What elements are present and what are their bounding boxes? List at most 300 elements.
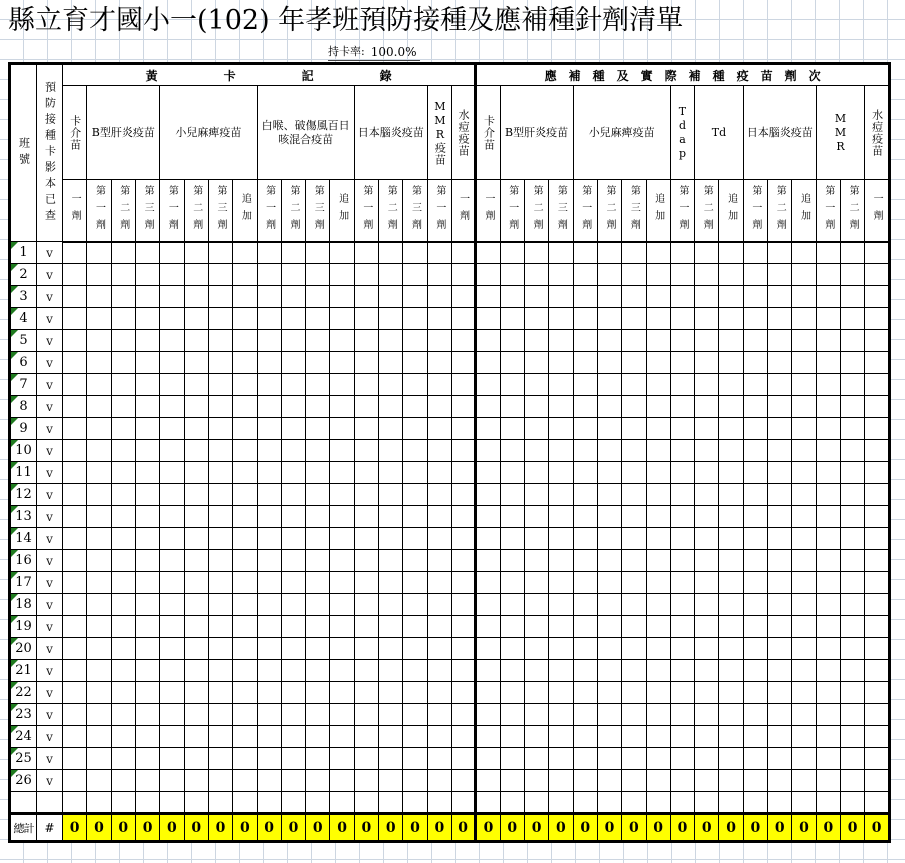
data-cell[interactable] (768, 308, 792, 330)
dose-header[interactable]: 第二劑 (695, 180, 719, 242)
data-cell[interactable] (257, 616, 281, 638)
data-cell[interactable] (841, 462, 865, 484)
data-cell[interactable] (281, 418, 305, 440)
data-cell[interactable] (573, 748, 597, 770)
data-cell[interactable] (403, 440, 427, 462)
data-cell[interactable] (719, 374, 743, 396)
card-checked-cell[interactable]: v (37, 572, 63, 594)
data-cell[interactable] (87, 264, 111, 286)
data-cell[interactable] (549, 660, 573, 682)
data-cell[interactable] (792, 396, 816, 418)
data-cell[interactable] (597, 484, 621, 506)
data-cell[interactable] (403, 594, 427, 616)
data-cell[interactable] (816, 704, 840, 726)
data-cell[interactable] (743, 264, 767, 286)
dose-header[interactable]: 第二劑 (111, 180, 135, 242)
vaccine-header[interactable]: MMR (816, 86, 865, 180)
data-cell[interactable] (646, 572, 670, 594)
data-cell[interactable] (257, 792, 281, 814)
row-number-cell[interactable]: 16 (10, 550, 37, 572)
data-cell[interactable] (573, 528, 597, 550)
data-cell[interactable] (792, 440, 816, 462)
data-cell[interactable] (646, 264, 670, 286)
data-cell[interactable] (233, 748, 257, 770)
data-cell[interactable] (646, 682, 670, 704)
data-cell[interactable] (87, 374, 111, 396)
card-checked-cell[interactable]: v (37, 660, 63, 682)
data-cell[interactable] (524, 748, 548, 770)
vaccine-header[interactable]: 小兒麻痺疫苗 (573, 86, 670, 180)
data-cell[interactable] (695, 418, 719, 440)
data-cell[interactable] (306, 396, 330, 418)
data-cell[interactable] (135, 396, 159, 418)
data-cell[interactable] (816, 484, 840, 506)
data-cell[interactable] (719, 528, 743, 550)
data-cell[interactable] (111, 704, 135, 726)
data-cell[interactable] (719, 550, 743, 572)
data-cell[interactable] (233, 616, 257, 638)
data-cell[interactable] (87, 352, 111, 374)
total-value-cell[interactable]: 0 (573, 814, 597, 842)
data-cell[interactable] (524, 528, 548, 550)
data-cell[interactable] (379, 616, 403, 638)
total-value-cell[interactable]: 0 (87, 814, 111, 842)
data-cell[interactable] (865, 682, 890, 704)
total-value-cell[interactable]: 0 (427, 814, 451, 842)
data-cell[interactable] (841, 770, 865, 792)
data-cell[interactable] (549, 682, 573, 704)
dose-header[interactable]: 第一劑 (427, 180, 451, 242)
dose-header[interactable]: 一劑 (476, 180, 500, 242)
data-cell[interactable] (743, 286, 767, 308)
data-cell[interactable] (816, 462, 840, 484)
data-cell[interactable] (549, 792, 573, 814)
data-cell[interactable] (233, 308, 257, 330)
data-cell[interactable] (160, 462, 184, 484)
data-cell[interactable] (111, 682, 135, 704)
data-cell[interactable] (549, 748, 573, 770)
data-cell[interactable] (743, 396, 767, 418)
data-cell[interactable] (865, 330, 890, 352)
data-cell[interactable] (816, 264, 840, 286)
data-cell[interactable] (63, 352, 87, 374)
data-cell[interactable] (573, 440, 597, 462)
data-cell[interactable] (306, 550, 330, 572)
data-cell[interactable] (719, 242, 743, 264)
data-cell[interactable] (816, 374, 840, 396)
data-cell[interactable] (865, 374, 890, 396)
data-cell[interactable] (597, 506, 621, 528)
total-value-cell[interactable]: 0 (184, 814, 208, 842)
card-checked-cell[interactable]: v (37, 506, 63, 528)
data-cell[interactable] (281, 682, 305, 704)
data-cell[interactable] (719, 308, 743, 330)
total-value-cell[interactable]: 0 (233, 814, 257, 842)
data-cell[interactable] (597, 242, 621, 264)
data-cell[interactable] (160, 374, 184, 396)
data-cell[interactable] (403, 660, 427, 682)
data-cell[interactable] (476, 308, 500, 330)
dose-header[interactable]: 第三劑 (403, 180, 427, 242)
data-cell[interactable] (476, 748, 500, 770)
data-cell[interactable] (184, 374, 208, 396)
data-cell[interactable] (257, 242, 281, 264)
card-checked-cell[interactable]: v (37, 594, 63, 616)
data-cell[interactable] (87, 440, 111, 462)
data-cell[interactable] (622, 682, 646, 704)
data-cell[interactable] (622, 528, 646, 550)
data-cell[interactable] (281, 506, 305, 528)
data-cell[interactable] (257, 484, 281, 506)
data-cell[interactable] (257, 374, 281, 396)
data-cell[interactable] (524, 242, 548, 264)
class-number-header[interactable]: 班號 (10, 64, 37, 242)
data-cell[interactable] (63, 770, 87, 792)
data-cell[interactable] (306, 286, 330, 308)
data-cell[interactable] (281, 572, 305, 594)
data-cell[interactable] (768, 660, 792, 682)
data-cell[interactable] (281, 726, 305, 748)
data-cell[interactable] (792, 704, 816, 726)
data-cell[interactable] (597, 792, 621, 814)
data-cell[interactable] (87, 528, 111, 550)
data-cell[interactable] (330, 660, 354, 682)
total-value-cell[interactable]: 0 (379, 814, 403, 842)
data-cell[interactable] (257, 506, 281, 528)
data-cell[interactable] (111, 462, 135, 484)
data-cell[interactable] (743, 352, 767, 374)
data-cell[interactable] (330, 396, 354, 418)
data-cell[interactable] (160, 770, 184, 792)
data-cell[interactable] (184, 506, 208, 528)
row-number-cell[interactable]: 13 (10, 506, 37, 528)
data-cell[interactable] (670, 374, 694, 396)
data-cell[interactable] (622, 374, 646, 396)
data-cell[interactable] (184, 330, 208, 352)
data-cell[interactable] (160, 264, 184, 286)
data-cell[interactable] (646, 330, 670, 352)
data-cell[interactable] (306, 484, 330, 506)
data-cell[interactable] (257, 528, 281, 550)
data-cell[interactable] (597, 682, 621, 704)
data-cell[interactable] (281, 638, 305, 660)
data-cell[interactable] (573, 484, 597, 506)
data-cell[interactable] (63, 748, 87, 770)
data-cell[interactable] (354, 660, 378, 682)
data-cell[interactable] (865, 748, 890, 770)
data-cell[interactable] (427, 550, 451, 572)
dose-header[interactable]: 第二劑 (768, 180, 792, 242)
data-cell[interactable] (354, 484, 378, 506)
data-cell[interactable] (160, 594, 184, 616)
data-cell[interactable] (500, 484, 524, 506)
data-cell[interactable] (476, 792, 500, 814)
data-cell[interactable] (476, 396, 500, 418)
data-cell[interactable] (281, 704, 305, 726)
data-cell[interactable] (597, 374, 621, 396)
data-cell[interactable] (63, 638, 87, 660)
data-cell[interactable] (135, 264, 159, 286)
data-cell[interactable] (695, 660, 719, 682)
data-cell[interactable] (427, 770, 451, 792)
data-cell[interactable] (549, 704, 573, 726)
data-cell[interactable] (476, 286, 500, 308)
data-cell[interactable] (670, 286, 694, 308)
data-cell[interactable] (841, 418, 865, 440)
data-cell[interactable] (208, 242, 232, 264)
data-cell[interactable] (500, 286, 524, 308)
data-cell[interactable] (135, 352, 159, 374)
data-cell[interactable] (476, 572, 500, 594)
data-cell[interactable] (427, 462, 451, 484)
data-cell[interactable] (695, 242, 719, 264)
data-cell[interactable] (646, 396, 670, 418)
data-cell[interactable] (135, 638, 159, 660)
data-cell[interactable] (670, 660, 694, 682)
data-cell[interactable] (452, 506, 476, 528)
row-number-cell[interactable]: 12 (10, 484, 37, 506)
data-cell[interactable] (354, 726, 378, 748)
data-cell[interactable] (257, 396, 281, 418)
data-cell[interactable] (476, 726, 500, 748)
card-checked-cell[interactable]: v (37, 528, 63, 550)
data-cell[interactable] (646, 286, 670, 308)
data-cell[interactable] (622, 770, 646, 792)
data-cell[interactable] (379, 352, 403, 374)
data-cell[interactable] (135, 770, 159, 792)
data-cell[interactable] (670, 528, 694, 550)
data-cell[interactable] (670, 726, 694, 748)
data-cell[interactable] (865, 264, 890, 286)
data-cell[interactable] (427, 264, 451, 286)
data-cell[interactable] (476, 352, 500, 374)
data-cell[interactable] (135, 418, 159, 440)
data-cell[interactable] (452, 528, 476, 550)
total-value-cell[interactable]: 0 (111, 814, 135, 842)
data-cell[interactable] (111, 396, 135, 418)
card-checked-cell[interactable]: v (37, 682, 63, 704)
card-checked-cell[interactable]: v (37, 396, 63, 418)
data-cell[interactable] (87, 308, 111, 330)
data-cell[interactable] (160, 726, 184, 748)
total-value-cell[interactable]: 0 (792, 814, 816, 842)
vaccine-header[interactable]: 卡介苗 (476, 86, 500, 180)
data-cell[interactable] (524, 770, 548, 792)
data-cell[interactable] (622, 748, 646, 770)
data-cell[interactable] (743, 550, 767, 572)
total-value-cell[interactable]: 0 (354, 814, 378, 842)
vaccine-header[interactable]: 小兒麻痺疫苗 (160, 86, 257, 180)
data-cell[interactable] (135, 594, 159, 616)
data-cell[interactable] (233, 440, 257, 462)
data-cell[interactable] (573, 264, 597, 286)
data-cell[interactable] (306, 462, 330, 484)
vaccine-header[interactable]: 日本腦炎疫苗 (354, 86, 427, 180)
data-cell[interactable] (865, 440, 890, 462)
dose-header[interactable]: 一劑 (865, 180, 890, 242)
data-cell[interactable] (403, 726, 427, 748)
data-cell[interactable] (63, 286, 87, 308)
row-number-cell[interactable]: 14 (10, 528, 37, 550)
data-cell[interactable] (160, 616, 184, 638)
data-cell[interactable] (403, 352, 427, 374)
data-cell[interactable] (427, 242, 451, 264)
data-cell[interactable] (160, 792, 184, 814)
data-cell[interactable] (622, 352, 646, 374)
card-checked-cell[interactable]: v (37, 748, 63, 770)
data-cell[interactable] (476, 550, 500, 572)
data-cell[interactable] (524, 330, 548, 352)
data-cell[interactable] (87, 572, 111, 594)
data-cell[interactable] (476, 440, 500, 462)
data-cell[interactable] (452, 616, 476, 638)
data-cell[interactable] (865, 770, 890, 792)
data-cell[interactable] (670, 396, 694, 418)
data-cell[interactable] (257, 264, 281, 286)
data-cell[interactable] (63, 264, 87, 286)
data-cell[interactable] (597, 726, 621, 748)
data-cell[interactable] (841, 572, 865, 594)
data-cell[interactable] (865, 462, 890, 484)
data-cell[interactable] (379, 638, 403, 660)
data-cell[interactable] (622, 308, 646, 330)
data-cell[interactable] (573, 616, 597, 638)
data-cell[interactable] (573, 594, 597, 616)
data-cell[interactable] (865, 616, 890, 638)
data-cell[interactable] (111, 660, 135, 682)
data-cell[interactable] (841, 616, 865, 638)
data-cell[interactable] (768, 792, 792, 814)
data-cell[interactable] (597, 594, 621, 616)
data-cell[interactable] (816, 418, 840, 440)
data-cell[interactable] (743, 484, 767, 506)
dose-header[interactable]: 第二劑 (524, 180, 548, 242)
data-cell[interactable] (379, 506, 403, 528)
data-cell[interactable] (354, 594, 378, 616)
data-cell[interactable] (743, 726, 767, 748)
data-cell[interactable] (865, 638, 890, 660)
data-cell[interactable] (670, 704, 694, 726)
data-cell[interactable] (233, 682, 257, 704)
data-cell[interactable] (549, 396, 573, 418)
data-cell[interactable] (452, 572, 476, 594)
data-cell[interactable] (208, 374, 232, 396)
data-cell[interactable] (841, 550, 865, 572)
data-cell[interactable] (768, 396, 792, 418)
data-cell[interactable] (427, 792, 451, 814)
data-cell[interactable] (476, 682, 500, 704)
data-cell[interactable] (184, 286, 208, 308)
data-cell[interactable] (257, 550, 281, 572)
data-cell[interactable] (403, 616, 427, 638)
total-value-cell[interactable]: 0 (597, 814, 621, 842)
data-cell[interactable] (135, 330, 159, 352)
data-cell[interactable] (306, 572, 330, 594)
vaccine-header[interactable]: 卡介苗 (63, 86, 87, 180)
data-cell[interactable] (233, 352, 257, 374)
data-cell[interactable] (719, 682, 743, 704)
data-cell[interactable] (184, 660, 208, 682)
total-value-cell[interactable]: 0 (330, 814, 354, 842)
dose-header[interactable]: 第二劑 (184, 180, 208, 242)
data-cell[interactable] (452, 374, 476, 396)
total-value-cell[interactable]: 0 (306, 814, 330, 842)
data-cell[interactable] (768, 330, 792, 352)
dose-header[interactable]: 第一劑 (257, 180, 281, 242)
data-cell[interactable] (670, 594, 694, 616)
data-cell[interactable] (500, 616, 524, 638)
data-cell[interactable] (597, 572, 621, 594)
data-cell[interactable] (184, 726, 208, 748)
data-cell[interactable] (865, 550, 890, 572)
data-cell[interactable] (476, 418, 500, 440)
data-cell[interactable] (695, 330, 719, 352)
data-cell[interactable] (695, 264, 719, 286)
data-cell[interactable] (549, 594, 573, 616)
data-cell[interactable] (403, 550, 427, 572)
card-checked-cell[interactable]: v (37, 264, 63, 286)
data-cell[interactable] (281, 462, 305, 484)
data-cell[interactable] (597, 418, 621, 440)
data-cell[interactable] (427, 352, 451, 374)
data-cell[interactable] (233, 638, 257, 660)
data-cell[interactable] (160, 330, 184, 352)
data-cell[interactable] (208, 330, 232, 352)
data-cell[interactable] (281, 616, 305, 638)
data-cell[interactable] (281, 264, 305, 286)
data-cell[interactable] (281, 594, 305, 616)
data-cell[interactable] (208, 594, 232, 616)
data-cell[interactable] (865, 308, 890, 330)
data-cell[interactable] (670, 264, 694, 286)
data-cell[interactable] (792, 330, 816, 352)
data-cell[interactable] (233, 264, 257, 286)
total-value-cell[interactable]: 0 (622, 814, 646, 842)
data-cell[interactable] (135, 550, 159, 572)
data-cell[interactable] (330, 682, 354, 704)
data-cell[interactable] (184, 352, 208, 374)
data-cell[interactable] (792, 418, 816, 440)
data-cell[interactable] (597, 330, 621, 352)
data-cell[interactable] (646, 792, 670, 814)
data-cell[interactable] (111, 308, 135, 330)
data-cell[interactable] (160, 418, 184, 440)
data-cell[interactable] (330, 264, 354, 286)
data-cell[interactable] (87, 484, 111, 506)
data-cell[interactable] (500, 682, 524, 704)
data-cell[interactable] (500, 242, 524, 264)
data-cell[interactable] (695, 440, 719, 462)
card-checked-cell[interactable]: v (37, 374, 63, 396)
data-cell[interactable] (841, 352, 865, 374)
data-cell[interactable] (257, 418, 281, 440)
data-cell[interactable] (597, 352, 621, 374)
data-cell[interactable] (208, 660, 232, 682)
data-cell[interactable] (184, 242, 208, 264)
data-cell[interactable] (379, 704, 403, 726)
data-cell[interactable] (573, 572, 597, 594)
data-cell[interactable] (646, 308, 670, 330)
data-cell[interactable] (476, 484, 500, 506)
data-cell[interactable] (524, 286, 548, 308)
data-cell[interactable] (306, 242, 330, 264)
data-cell[interactable] (427, 682, 451, 704)
data-cell[interactable] (281, 748, 305, 770)
data-cell[interactable] (330, 550, 354, 572)
data-cell[interactable] (111, 616, 135, 638)
data-cell[interactable] (330, 330, 354, 352)
data-cell[interactable] (622, 462, 646, 484)
